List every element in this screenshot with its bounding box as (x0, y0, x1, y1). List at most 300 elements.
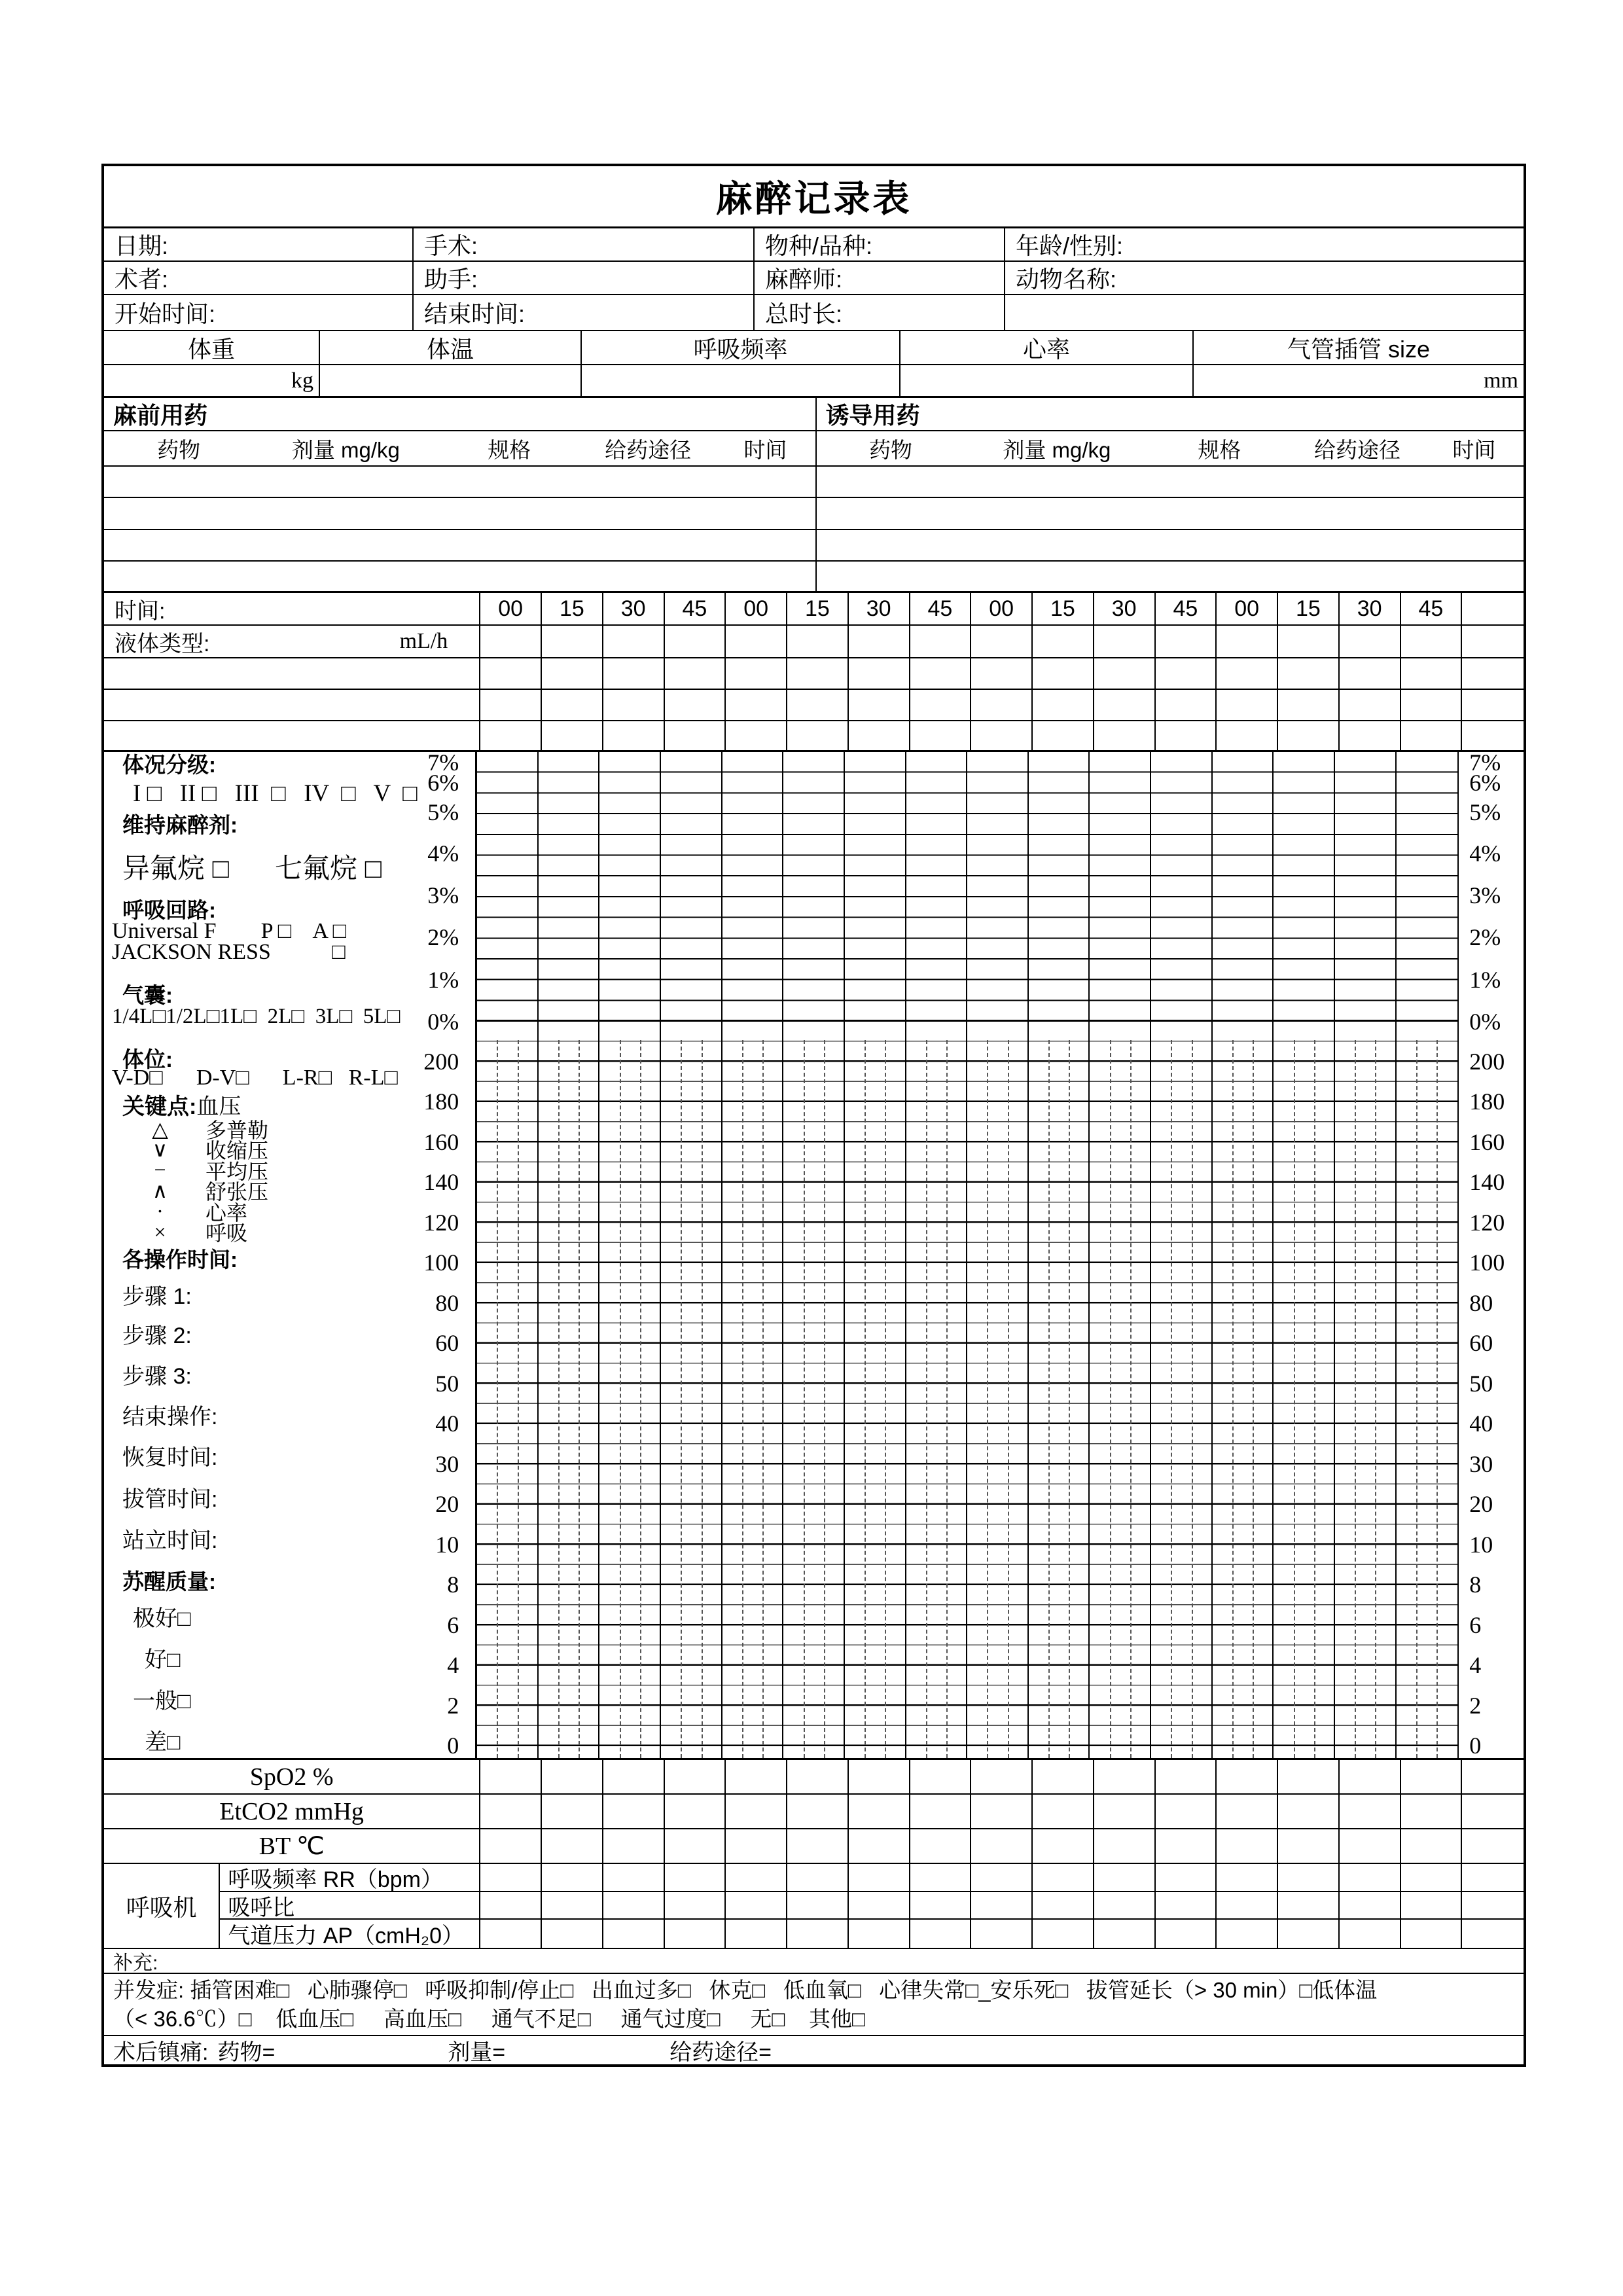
grid-cell[interactable] (910, 626, 972, 657)
grid-cell[interactable] (603, 626, 665, 657)
grid-cell[interactable] (1094, 1864, 1156, 1891)
cell-temperature[interactable] (320, 365, 582, 396)
grid-cell[interactable] (1033, 1795, 1094, 1828)
grid-cell[interactable] (1340, 1760, 1401, 1793)
fluid-type-label: 液体类型: (115, 631, 210, 656)
scale-label: 80 (1469, 1289, 1493, 1316)
grid-cell[interactable] (849, 1920, 910, 1948)
grid-cell[interactable] (542, 1829, 603, 1863)
complications-line-2[interactable] (113, 2005, 1514, 2034)
grid-cell[interactable]: 15 (1278, 593, 1340, 624)
legend-label: 呼吸 (205, 1221, 248, 1246)
grid-cell[interactable] (665, 1892, 726, 1919)
grid-cell[interactable] (542, 1864, 603, 1891)
premed-entry-cell[interactable] (104, 467, 817, 497)
grid-cell[interactable] (1156, 658, 1217, 689)
grid-cell[interactable] (1156, 1864, 1217, 1891)
scale-label: 50 (1469, 1370, 1493, 1397)
grid-cell[interactable] (480, 721, 542, 750)
grid-cell[interactable] (849, 690, 910, 720)
grid-cell[interactable] (1462, 1920, 1524, 1948)
induction-entry-cell[interactable] (817, 562, 1524, 591)
grid-cell[interactable] (910, 1864, 972, 1891)
grid-cell[interactable] (1156, 1795, 1217, 1828)
ventilator-ap-row (220, 1920, 1524, 1948)
scale-label: 6 (1469, 1611, 1482, 1638)
grid-cell[interactable] (787, 1795, 849, 1828)
grid-cell[interactable] (910, 1829, 972, 1863)
position-checkboxes[interactable]: V-D□ D-V□ L-R□ R-L□ (112, 1066, 398, 1090)
grid-cell[interactable] (1340, 1864, 1401, 1891)
quality-poor-checkbox[interactable]: 差□ (145, 1730, 181, 1755)
vitals-plot-grid[interactable] (477, 1022, 1457, 1758)
grid-cell[interactable] (1278, 658, 1340, 689)
grid-cell[interactable] (910, 1892, 972, 1919)
grid-cell[interactable] (1340, 721, 1401, 750)
grid-cell[interactable] (1156, 1920, 1217, 1948)
grid-cell[interactable] (542, 626, 603, 657)
grid-cell[interactable] (542, 690, 603, 720)
fluid-entry-label[interactable] (104, 658, 480, 689)
grid-cell[interactable] (1094, 626, 1156, 657)
grid-cell[interactable] (665, 1864, 726, 1891)
grid-cell[interactable] (1278, 1760, 1340, 1793)
grid-cell[interactable]: 30 (849, 593, 910, 624)
step-2-label[interactable]: 步骤 2: (122, 1323, 192, 1348)
quality-good-checkbox[interactable]: 好□ (145, 1647, 181, 1672)
grid-cell[interactable] (1217, 658, 1278, 689)
chart-column (477, 752, 539, 1020)
grid-cell[interactable] (1156, 1760, 1217, 1793)
fluid-entry-slots (480, 658, 1524, 689)
grid-cell[interactable] (971, 1864, 1033, 1891)
grid-cell[interactable] (665, 1760, 726, 1793)
grid-cell[interactable] (1340, 1892, 1401, 1919)
cell-respiratory-rate[interactable] (582, 365, 901, 396)
grid-cell[interactable] (849, 1760, 910, 1793)
grid-cell[interactable] (1094, 1920, 1156, 1948)
grid-cell[interactable] (849, 658, 910, 689)
quality-fair-checkbox[interactable]: 一般□ (133, 1689, 191, 1713)
chart-column (906, 752, 968, 1020)
grid-cell[interactable] (849, 1864, 910, 1891)
grid-cell[interactable] (1094, 690, 1156, 720)
legend-label: 心率 (205, 1200, 248, 1225)
grid-cell[interactable] (1094, 1760, 1156, 1793)
complications-label: 并发症: (113, 1977, 185, 2002)
grid-cell[interactable] (1033, 721, 1094, 750)
grid-cell[interactable] (787, 1829, 849, 1863)
grid-cell[interactable] (1033, 690, 1094, 720)
grid-cell[interactable] (665, 1829, 726, 1863)
grid-cell[interactable] (726, 1760, 787, 1793)
grid-cell[interactable] (1401, 1795, 1463, 1828)
grid-cell[interactable] (665, 690, 726, 720)
legend-symbol: △ (152, 1117, 168, 1141)
grid-cell[interactable] (726, 1892, 787, 1919)
grid-cell[interactable] (1401, 1829, 1463, 1863)
grid-cell[interactable] (1462, 1760, 1524, 1793)
grid-cell[interactable] (603, 1795, 665, 1828)
grid-cell[interactable] (849, 721, 910, 750)
scale-label: 10 (1469, 1531, 1493, 1558)
grid-cell[interactable]: 45 (910, 593, 972, 624)
grid-cell[interactable] (787, 1892, 849, 1919)
grid-cell[interactable] (1462, 626, 1524, 657)
complications-row (104, 1974, 1524, 2036)
vitals-header-row (104, 331, 1524, 365)
premed-entry-cell[interactable] (104, 530, 817, 560)
field-animal-name[interactable]: 动物名称: (1016, 266, 1117, 293)
grid-cell[interactable] (665, 1920, 726, 1948)
chart-column (845, 1022, 906, 1758)
page-title: 麻醉记录表 (715, 178, 912, 219)
grid-cell[interactable] (665, 1795, 726, 1828)
scale-label: 200 (423, 1048, 459, 1075)
grid-cell[interactable] (1278, 1864, 1340, 1891)
grid-cell[interactable] (1462, 658, 1524, 689)
grid-cell[interactable] (603, 1829, 665, 1863)
ventilator-ap-cells (480, 1920, 1524, 1948)
grid-cell[interactable]: 15 (787, 593, 849, 624)
grid-cell[interactable] (603, 690, 665, 720)
grid-cell[interactable] (480, 1760, 542, 1793)
asa-checkboxes[interactable]: I □ II □ III □ IV □ V □ (133, 780, 418, 807)
complications-options-2[interactable]: （< 36.6℃）□ 低血压□ 高血压□ 通气不足□ 通气过度□ 无□ 其他□ (113, 2006, 865, 2031)
grid-cell[interactable] (971, 1795, 1033, 1828)
analgesia-dose-field[interactable]: 剂量= (448, 2040, 506, 2066)
unit-mm[interactable]: mm (1484, 368, 1518, 393)
grid-cell[interactable] (726, 1829, 787, 1863)
analgesia-route-field[interactable]: 给药途径= (669, 2040, 772, 2066)
grid-cell[interactable] (1217, 721, 1278, 750)
body-temp-label: BT ℃ (104, 1829, 480, 1863)
unit-kg[interactable]: kg (104, 365, 320, 396)
grid-cell[interactable] (1217, 690, 1278, 720)
field-species[interactable]: 物种/品种: (755, 228, 1005, 260)
legend-symbol: ∧ (152, 1179, 168, 1203)
grid-cell[interactable] (910, 721, 972, 750)
grid-cell[interactable] (1278, 1829, 1340, 1863)
legend-label: 平均压 (205, 1159, 269, 1183)
grid-cell[interactable] (1278, 626, 1340, 657)
grid-cell[interactable] (1462, 1892, 1524, 1919)
field-total-duration[interactable]: 总时长: (755, 295, 1005, 330)
grid-cell[interactable] (480, 658, 542, 689)
grid-cell[interactable] (1401, 1760, 1463, 1793)
col-route: 给药途径 (605, 437, 692, 462)
grid-cell[interactable] (849, 1795, 910, 1828)
complications-line-1[interactable] (113, 1976, 1514, 2005)
scale-label: 60 (1469, 1330, 1493, 1356)
spo2-label: SpO2 % (104, 1760, 480, 1793)
grid-cell[interactable] (1094, 1892, 1156, 1919)
step-1-label[interactable]: 步骤 1: (122, 1284, 192, 1309)
bag-checkboxes[interactable]: 1/4L□1/2L□1L□ 2L□ 3L□ 5L□ (112, 1005, 401, 1028)
grid-cell[interactable]: 15 (542, 593, 603, 624)
grid-cell[interactable] (1156, 1829, 1217, 1863)
grid-cell[interactable]: 15 (1033, 593, 1094, 624)
grid-cell[interactable] (542, 1920, 603, 1948)
field-empty[interactable] (1005, 295, 1524, 330)
scale-label: 0 (1469, 1732, 1482, 1759)
chart-column (722, 1022, 784, 1758)
grid-cell[interactable]: 45 (665, 593, 726, 624)
analgesia-drug-field[interactable]: 药物= (217, 2040, 276, 2066)
medication-entry-row (104, 498, 1524, 529)
grid-cell[interactable] (1401, 1920, 1463, 1948)
legend-label: 舒张压 (205, 1180, 269, 1204)
grid-cell[interactable] (849, 1829, 910, 1863)
grid-cell[interactable] (1278, 1795, 1340, 1828)
grid-cell[interactable] (1462, 1864, 1524, 1891)
grid-cell[interactable] (1033, 1892, 1094, 1919)
grid-cell[interactable]: 30 (1340, 593, 1401, 624)
grid-cell[interactable] (971, 626, 1033, 657)
grid-cell[interactable] (910, 658, 972, 689)
maintenance-checkboxes[interactable]: 异氟烷 □ 七氟烷 □ (122, 853, 382, 884)
grid-cell[interactable] (1462, 690, 1524, 720)
step-3-label[interactable]: 步骤 3: (122, 1364, 192, 1389)
grid-cell[interactable] (1033, 1760, 1094, 1793)
grid-cell[interactable] (1217, 1795, 1278, 1828)
spo2-row (104, 1760, 1524, 1795)
grid-cell[interactable] (542, 1760, 603, 1793)
grid-cell[interactable] (1340, 1795, 1401, 1828)
grid-cell[interactable]: 45 (1156, 593, 1217, 624)
grid-cell[interactable] (1217, 626, 1278, 657)
scale-label: 7% (1469, 749, 1501, 776)
grid-cell[interactable] (1217, 1920, 1278, 1948)
grid-cell[interactable]: 00 (480, 593, 542, 624)
grid-cell[interactable] (1462, 593, 1524, 624)
grid-cell[interactable] (971, 721, 1033, 750)
scale-label: 4 (447, 1652, 459, 1678)
premed-entry-cell[interactable] (104, 498, 817, 528)
grid-cell[interactable] (1156, 1892, 1217, 1919)
grid-cell[interactable] (726, 721, 787, 750)
grid-cell[interactable] (971, 690, 1033, 720)
recovery-time-label[interactable]: 恢复时间: (122, 1445, 218, 1470)
grid-cell[interactable]: 00 (971, 593, 1033, 624)
grid-cell[interactable] (726, 658, 787, 689)
grid-cell[interactable] (1217, 1892, 1278, 1919)
ventilator-ie-cells (480, 1892, 1524, 1919)
grid-cell[interactable] (1340, 690, 1401, 720)
recovery-quality-label: 苏醒质量: (122, 1570, 216, 1594)
grid-cell[interactable]: 00 (726, 593, 787, 624)
grid-cell[interactable] (1156, 690, 1217, 720)
grid-cell[interactable] (1033, 658, 1094, 689)
grid-cell[interactable] (1462, 1795, 1524, 1828)
chart-column (539, 752, 600, 1020)
end-operation-label[interactable]: 结束操作: (122, 1405, 218, 1429)
spo2-cells (480, 1760, 1524, 1793)
extubation-time-label[interactable]: 拔管时间: (122, 1487, 218, 1512)
grid-cell[interactable] (1094, 658, 1156, 689)
fluid-entry-label[interactable] (104, 721, 480, 750)
legend-symbol: × (154, 1219, 166, 1244)
grid-cell[interactable]: 00 (1217, 593, 1278, 624)
grid-cell[interactable] (787, 626, 849, 657)
grid-cell[interactable] (603, 1864, 665, 1891)
grid-cell[interactable] (1401, 1892, 1463, 1919)
grid-cell[interactable] (603, 1760, 665, 1793)
grid-cell[interactable] (971, 1920, 1033, 1948)
grid-cell[interactable] (1401, 626, 1463, 657)
scale-label: 40 (435, 1410, 459, 1437)
grid-cell[interactable] (665, 626, 726, 657)
chart-column (967, 752, 1029, 1020)
grid-cell[interactable] (1033, 1864, 1094, 1891)
grid-cell[interactable]: 30 (603, 593, 665, 624)
grid-cell[interactable] (480, 1829, 542, 1863)
grid-cell[interactable] (542, 721, 603, 750)
grid-cell[interactable] (971, 658, 1033, 689)
grid-cell[interactable] (726, 1864, 787, 1891)
grid-cell[interactable] (1278, 721, 1340, 750)
grid-cell[interactable] (1094, 1795, 1156, 1828)
grid-cell[interactable] (665, 721, 726, 750)
grid-cell[interactable] (480, 1892, 542, 1919)
etco2-label: EtCO2 mmHg (104, 1795, 480, 1828)
field-anesthetist[interactable]: 麻醉师: (755, 262, 1005, 294)
induction-section-label: 诱导用药 (825, 402, 920, 429)
grid-cell[interactable]: 45 (1401, 593, 1463, 624)
grid-cell[interactable] (1462, 721, 1524, 750)
grid-cell[interactable] (971, 1760, 1033, 1793)
grid-cell[interactable] (787, 690, 849, 720)
scale-label: 6% (1469, 770, 1501, 796)
anesthetic-percent-grid[interactable] (477, 752, 1457, 1022)
induction-entry-cell[interactable] (817, 530, 1524, 560)
grid-cell[interactable] (480, 626, 542, 657)
field-surgery[interactable]: 手术: (414, 228, 755, 260)
grid-cell[interactable] (726, 1795, 787, 1828)
grid-cell[interactable] (787, 1864, 849, 1891)
field-start-time[interactable]: 开始时间: (104, 295, 414, 330)
grid-cell[interactable] (910, 1920, 972, 1948)
grid-cell[interactable] (665, 658, 726, 689)
grid-cell[interactable] (726, 690, 787, 720)
grid-cell[interactable] (910, 1760, 972, 1793)
grid-cell[interactable] (787, 658, 849, 689)
chart-column (967, 1022, 1029, 1758)
grid-cell[interactable] (480, 1795, 542, 1828)
grid-cell[interactable] (603, 721, 665, 750)
grid-cell[interactable] (1278, 1920, 1340, 1948)
grid-cell[interactable] (787, 721, 849, 750)
header-respiratory-rate: 呼吸频率 (582, 331, 901, 364)
complications-options-1[interactable]: 插管困难□ 心肺骤停□ 呼吸抑制/停止□ 出血过多□ 休克□ 低血氧□ 心律失常□_安乐死□ 拔管延长（> 30 min）□低体温 (190, 1977, 1378, 2002)
field-surgeon[interactable]: 术者: (104, 262, 414, 294)
grid-cell[interactable] (603, 658, 665, 689)
quality-excellent-checkbox[interactable]: 极好□ (133, 1606, 191, 1631)
standing-time-label[interactable]: 站立时间: (122, 1528, 218, 1553)
fluid-entry-label[interactable] (104, 690, 480, 720)
grid-cell[interactable] (787, 1920, 849, 1948)
grid-cell[interactable] (726, 626, 787, 657)
supplement-row[interactable] (104, 1949, 1524, 1974)
scale-label: 100 (1469, 1249, 1505, 1276)
grid-cell[interactable] (849, 626, 910, 657)
grid-cell[interactable] (1033, 1829, 1094, 1863)
chart-column (1090, 752, 1151, 1020)
grid-cell[interactable] (787, 1760, 849, 1793)
grid-cell[interactable] (1033, 1920, 1094, 1948)
grid-cell[interactable] (480, 1864, 542, 1891)
maintenance-label: 维持麻醉剂: (122, 813, 238, 837)
grid-cell[interactable] (726, 1920, 787, 1948)
grid-cell[interactable] (480, 1920, 542, 1948)
grid-cell[interactable] (1094, 1829, 1156, 1863)
grid-cell[interactable] (971, 1829, 1033, 1863)
scale-label: 3% (427, 882, 459, 908)
grid-cell[interactable] (542, 1795, 603, 1828)
scale-label: 4 (1469, 1652, 1482, 1678)
induction-entry-cell[interactable] (817, 467, 1524, 497)
circuit-universal-checkboxes[interactable]: Universal F P □ A □ (112, 919, 347, 943)
scale-label: 4% (427, 840, 459, 867)
circuit-jackson-checkbox[interactable]: JACKSON RESS □ (112, 940, 346, 964)
grid-cell[interactable]: 30 (1094, 593, 1156, 624)
grid-cell[interactable] (1462, 1829, 1524, 1863)
bag-label: 气囊: (122, 983, 173, 1007)
legend-row (122, 1219, 268, 1246)
grid-cell[interactable] (1340, 658, 1401, 689)
chart-column (1090, 1022, 1151, 1758)
field-assistant[interactable]: 助手: (414, 262, 755, 294)
col-time: 时间 (743, 437, 787, 462)
grid-cell[interactable] (1217, 1829, 1278, 1863)
grid-cell[interactable] (849, 1892, 910, 1919)
grid-cell[interactable] (1340, 626, 1401, 657)
grid-cell[interactable] (480, 690, 542, 720)
grid-cell[interactable] (1401, 1864, 1463, 1891)
grid-cell[interactable] (1401, 658, 1463, 689)
grid-cell[interactable] (1401, 721, 1463, 750)
field-date[interactable]: 日期: (104, 228, 414, 260)
grid-cell[interactable] (542, 1892, 603, 1919)
field-end-time[interactable]: 结束时间: (414, 295, 755, 330)
grid-cell[interactable] (910, 1795, 972, 1828)
grid-cell[interactable] (971, 1892, 1033, 1919)
grid-cell[interactable] (1278, 690, 1340, 720)
grid-cell[interactable] (1094, 721, 1156, 750)
grid-cell[interactable] (910, 690, 972, 720)
cell-heart-rate[interactable] (901, 365, 1194, 396)
grid-cell[interactable] (1156, 721, 1217, 750)
grid-cell[interactable] (1217, 1864, 1278, 1891)
grid-cell[interactable] (1340, 1829, 1401, 1863)
scale-label: 7% (427, 749, 459, 776)
grid-cell[interactable] (1278, 1892, 1340, 1919)
grid-cell[interactable] (603, 1920, 665, 1948)
grid-cell[interactable] (1033, 626, 1094, 657)
grid-cell[interactable] (1340, 1920, 1401, 1948)
grid-cell[interactable] (542, 658, 603, 689)
field-age-sex[interactable]: 年龄/性别: (1016, 232, 1124, 259)
keypoints-bp: 血压 (196, 1094, 241, 1119)
scale-label: 1% (427, 967, 459, 993)
induction-entry-cell[interactable] (817, 498, 1524, 528)
grid-cell[interactable] (1156, 626, 1217, 657)
grid-cell[interactable] (1217, 1760, 1278, 1793)
grid-cell[interactable] (603, 1892, 665, 1919)
premed-entry-cell[interactable] (104, 562, 817, 591)
chart-column (1151, 752, 1213, 1020)
grid-cell[interactable] (1401, 690, 1463, 720)
